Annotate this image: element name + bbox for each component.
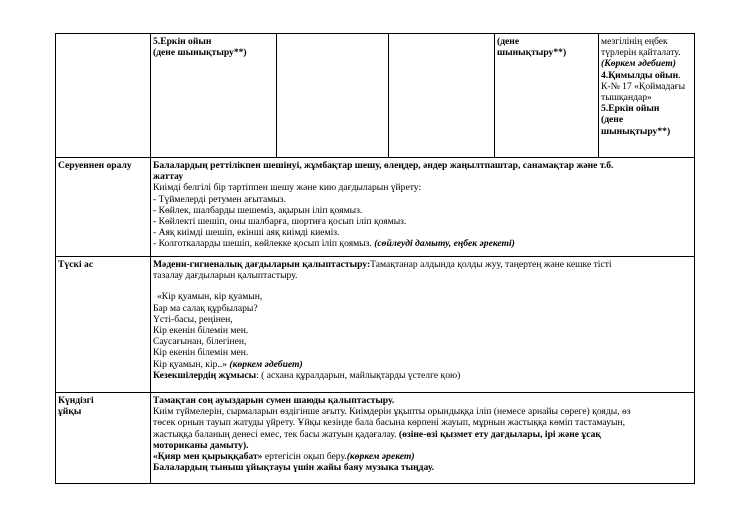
free-play-subtitle: (дене шынықтыру**): [153, 47, 247, 59]
row4-line-2: төсек орнын тауып жатуды үйрету. Ұйқы кезінде бала басына көрпені жауып, мұрнын жастыққа көміп тастамауын,: [153, 417, 625, 429]
row4-label-line2: ұйқы: [58, 406, 82, 418]
row4-label: [58, 395, 94, 417]
poem-tag: (көркем әдебиет): [229, 358, 303, 370]
duty-rest: : ( асхана құралдарын, майлықтарды үстелге қою): [256, 369, 461, 381]
table-border-top: [55, 33, 695, 34]
row1-col6-cell: [601, 36, 694, 137]
row4-heading: Тамақтан соң ауыздарын сумен шаюды қалыптастыру.: [153, 395, 395, 406]
row2-tag: (сөйлеуді дамыту, еңбек әрекеті): [374, 238, 515, 250]
row2-line-1: Киімді белгілі бір тәртіппен шешу және кию дағдыларын үйрету:: [153, 182, 422, 194]
col6-free-play-sub2: шынықтыру**): [601, 125, 671, 137]
row2-title-line2: жаттау: [153, 171, 184, 183]
row2-line-2: - Түймелерді ретумен ағытамыз.: [153, 193, 286, 205]
col6-tag: (Көркем әдебиет): [601, 58, 676, 70]
col6-game-dot: .: [678, 69, 681, 81]
row2-line-5: - Аяқ киімді шешіп, екінші аяқ киімді киеміз.: [153, 227, 340, 239]
poem-line-6: Кір екенін білемін мен.: [153, 347, 249, 359]
col6-line1: мезгілінің еңбек: [601, 36, 668, 47]
table-border-right: [694, 33, 695, 484]
col6-line2: түрлерін қайталату.: [601, 47, 681, 59]
row4-line-3-bold: (өзіне-өзі қызмет ету дағдылары, ірі және ұсақ: [398, 428, 601, 440]
row2-content: [153, 160, 693, 250]
column-divider-5: [598, 33, 599, 157]
row2-line-6: - Колготкаларды шешіп, көйлекке қосып іліп қоямыз.: [153, 238, 372, 250]
row3-intro-line2: тазалау дағдыларын қалыптастыру.: [153, 270, 298, 282]
table-border-bottom: [55, 483, 695, 484]
row4-line-3-normal: жастыққа баланың денесі емес, тек басы жатуын қадағалау.: [153, 428, 399, 440]
poem-line-5: Саусағынан, білегінен,: [153, 336, 247, 348]
row4-label-line1: Күндізгі: [58, 395, 94, 406]
row-divider-1: [55, 157, 695, 158]
row2-line-4: - Көйлекті шешіп, оны шалбарға, шортиға қосып іліп қоямыз.: [153, 216, 407, 228]
column-divider-4: [494, 33, 495, 157]
row3-content: [153, 259, 693, 381]
column-divider-2: [276, 33, 277, 157]
col6-game-name: тышқандар»: [601, 92, 652, 104]
poem-line-3: Үсті-басы, реңінен,: [153, 313, 233, 325]
column-divider-label: [150, 33, 151, 484]
row3-intro-rest: Тамақтанар алдында қолды жуу, таңертең және кешке тісті: [370, 259, 612, 270]
row2-label: Серуеннен оралу: [58, 160, 132, 171]
row4-content: [153, 395, 693, 473]
row3-intro-bold: Мәдени-гигиеналық дағдыларын қалыптастыру:: [153, 259, 371, 270]
col6-game-title: 4.Қимылды ойын: [601, 69, 679, 81]
row3-label: Түскі ас: [58, 259, 94, 270]
col5-line2: шынықтыру**): [497, 47, 567, 59]
story-tag: (көркем әрекет): [346, 451, 415, 463]
row4-line-1: Киім түймелерін, сырмаларын өздігінше ағыту. Киімдерін ұқыпты орындыққа іліп (немесе арнайы сөреге) қояды, өз: [153, 406, 631, 418]
row1-col5-cell: [497, 36, 597, 58]
row2-title-line1: Балалардың реттілікпен шешінуі, жұмбақтар шешу, өлеңдер, әндер жаңылтпаштар, санамақтар және т.б.: [153, 160, 614, 171]
row4-music: Балалардың тыныш ұйықтауы үшін жайы баяу музыка тыңдау.: [153, 462, 435, 474]
story-title: «Қияр мен қырыққабат»: [153, 451, 263, 463]
duty-bold: Кезекшілердің жұмысы: [153, 369, 257, 381]
row4-line-4: моториканы дамыту).: [153, 439, 249, 451]
column-divider-3: [388, 33, 389, 157]
poem-line-7: Кір қуамын, кір..»: [153, 358, 228, 370]
free-play-title: 5.Еркін ойын: [153, 36, 212, 47]
col6-free-play-sub1: (дене: [601, 114, 624, 126]
row-divider-3: [55, 392, 695, 393]
story-rest: ертегісін оқып беру.: [262, 451, 347, 463]
row2-line-3: - Көйлек, шалбарды шешеміз, ақырын іліп қоямыз.: [153, 204, 363, 216]
poem-line-2: Бар ма салақ құрбылары?: [153, 302, 258, 314]
poem-line-4: Кір екенін білемін мен.: [153, 325, 249, 337]
col5-line1: (дене: [497, 36, 520, 47]
row-divider-2: [55, 256, 695, 257]
col6-game-card: К-№ 17 «Қоймадағы: [601, 80, 686, 92]
row1-free-play-cell: [153, 36, 275, 58]
table-border-left: [55, 33, 56, 484]
poem-line-1: «Кір қуамын, кір қуамын,: [157, 291, 263, 303]
col6-free-play: 5.Еркін ойын: [601, 103, 660, 115]
